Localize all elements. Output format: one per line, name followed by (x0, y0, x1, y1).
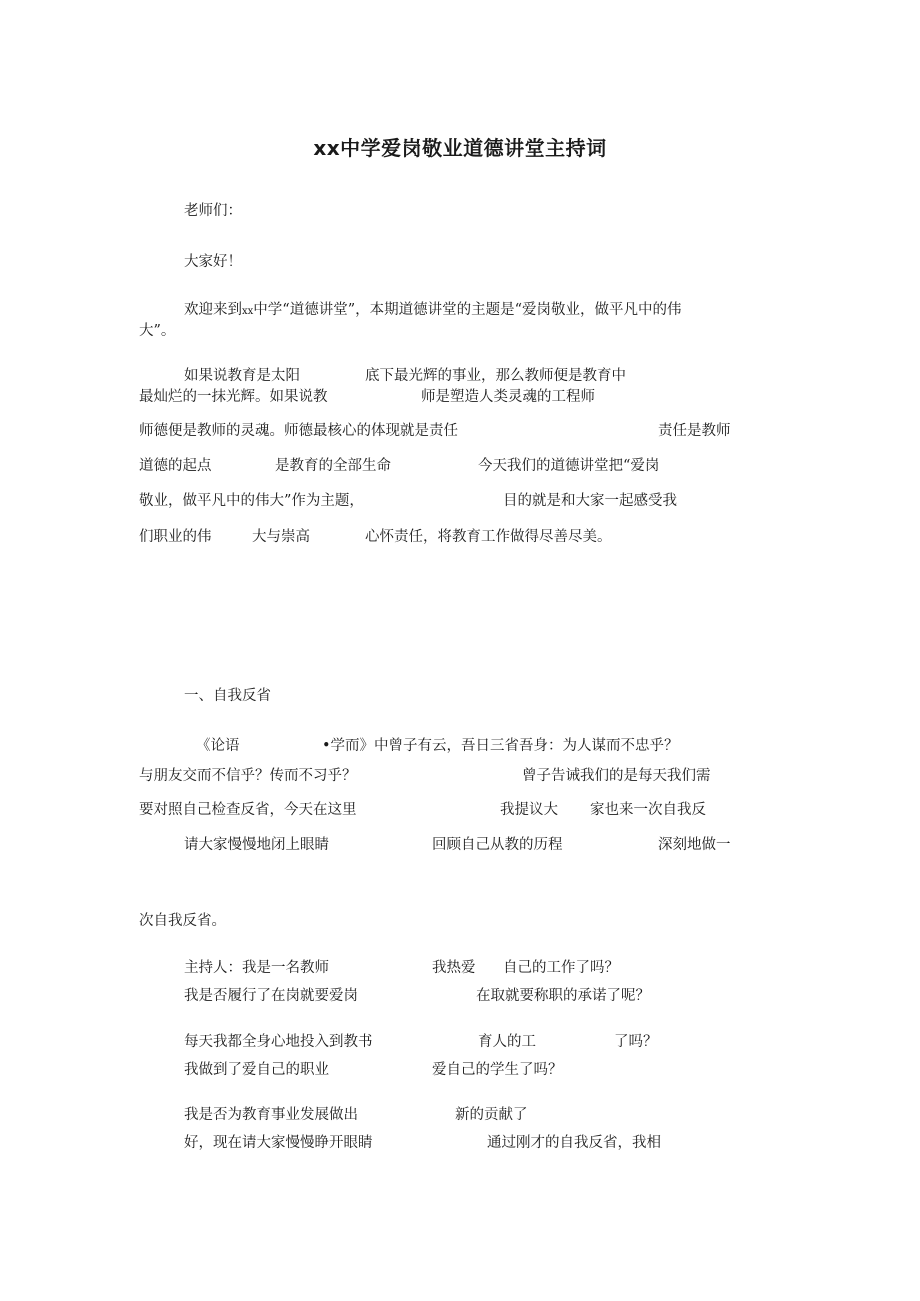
section1-line-4b: 回顾自己从教的历程 (432, 837, 563, 853)
intro-line-1 (184, 301, 682, 321)
section1-line-4c: 深刻地做一 (658, 837, 731, 853)
section1-line-1a: 《论语 (196, 738, 240, 754)
intro-text: 欢迎来到 (184, 302, 242, 318)
para2-line-2b: 师是塑造人类灵魂的工程师 (421, 389, 595, 405)
para2-line-5a: 敬业，做平凡中的伟大”作为主题， (139, 493, 364, 509)
host-line-6a: 好，现在请大家慢慢睁开眼睛 (184, 1135, 373, 1151)
section1-line-3c: 家也来一次自我反 (590, 802, 706, 818)
host-line-2b: 在取就要称职的承诺了呢？ (476, 988, 650, 1004)
host-line-1b: 我热爱 (432, 960, 476, 976)
host-line-5a: 我是否为教育事业发展做出 (184, 1107, 358, 1123)
section1-line-1b: •学而》中曾子有云，吾日三省吾身：为人谋而不忠乎？ (322, 738, 679, 754)
section1-line-4a: 请大家慢慢地闭上眼睛 (184, 837, 329, 853)
intro-xx: xx (242, 306, 254, 317)
para2-line-4a: 道德的起点 (139, 458, 212, 474)
para2-line-2a: 最灿烂的一抹光辉。如果说教 (139, 389, 328, 405)
para2-line-1a: 如果说教育是太阳 (184, 368, 300, 384)
host-line-4a: 我做到了爱自己的职业 (184, 1062, 329, 1078)
para2-line-4c: 今天我们的道德讲堂把“爱岗 (478, 458, 660, 474)
para2-line-1b: 底下最光辉的事业，那么教师便是教育中 (365, 368, 626, 384)
host-line-1a: 主持人：我是一名教师 (184, 960, 329, 976)
host-line-3c: 了吗？ (614, 1034, 658, 1050)
section1-line-2a: 与朋友交而不信乎？传而不习乎？ (139, 768, 357, 784)
host-line-2a: 我是否履行了在岗就要爱岗 (184, 988, 358, 1004)
para2-line-6c: 心怀责任，将教育工作做得尽善尽美。 (365, 529, 612, 545)
greeting-hello: 大家好！ (184, 254, 242, 270)
section-heading: 一、自我反省 (184, 688, 271, 704)
host-line-3b: 育人的工 (478, 1034, 536, 1050)
para2-line-4b: 是教育的全部生命 (275, 458, 391, 474)
intro-text: 中学“道德讲堂”，本期道德讲堂的主题是“爱岗敬业，做平凡中的伟 (253, 302, 682, 318)
section1-line-3a: 要对照自己检查反省，今天在这里 (139, 802, 357, 818)
intro-line-2: 大”。 (139, 323, 176, 339)
document-title: xx中学爱岗敬业道德讲堂主持词 (313, 136, 607, 160)
host-line-1c: 自己的工作了吗？ (503, 960, 619, 976)
para2-line-6a: 们职业的伟 (139, 529, 212, 545)
para2-line-6b: 大与崇高 (252, 529, 310, 545)
host-line-6b: 通过刚才的自我反省，我相 (487, 1135, 661, 1151)
host-line-5b: 新的贡献了 (455, 1107, 528, 1123)
host-line-4b: 爱自己的学生了吗？ (432, 1062, 563, 1078)
host-line-3a: 每天我都全身心地投入到教书 (184, 1034, 373, 1050)
section1-line-2b: 曾子告诫我们的是每天我们需 (522, 768, 711, 784)
greeting-teachers: 老师们： (184, 203, 242, 219)
section1-line-5: 次自我反省。 (139, 913, 226, 929)
para2-line-3b: 责任是教师 (658, 423, 731, 439)
para2-line-3a: 师德便是教师的灵魂。师德最核心的体现就是责任 (139, 423, 458, 439)
para2-line-5b: 目的就是和大家一起感受我 (503, 493, 677, 509)
section1-line-3b: 我提议大 (500, 802, 558, 818)
